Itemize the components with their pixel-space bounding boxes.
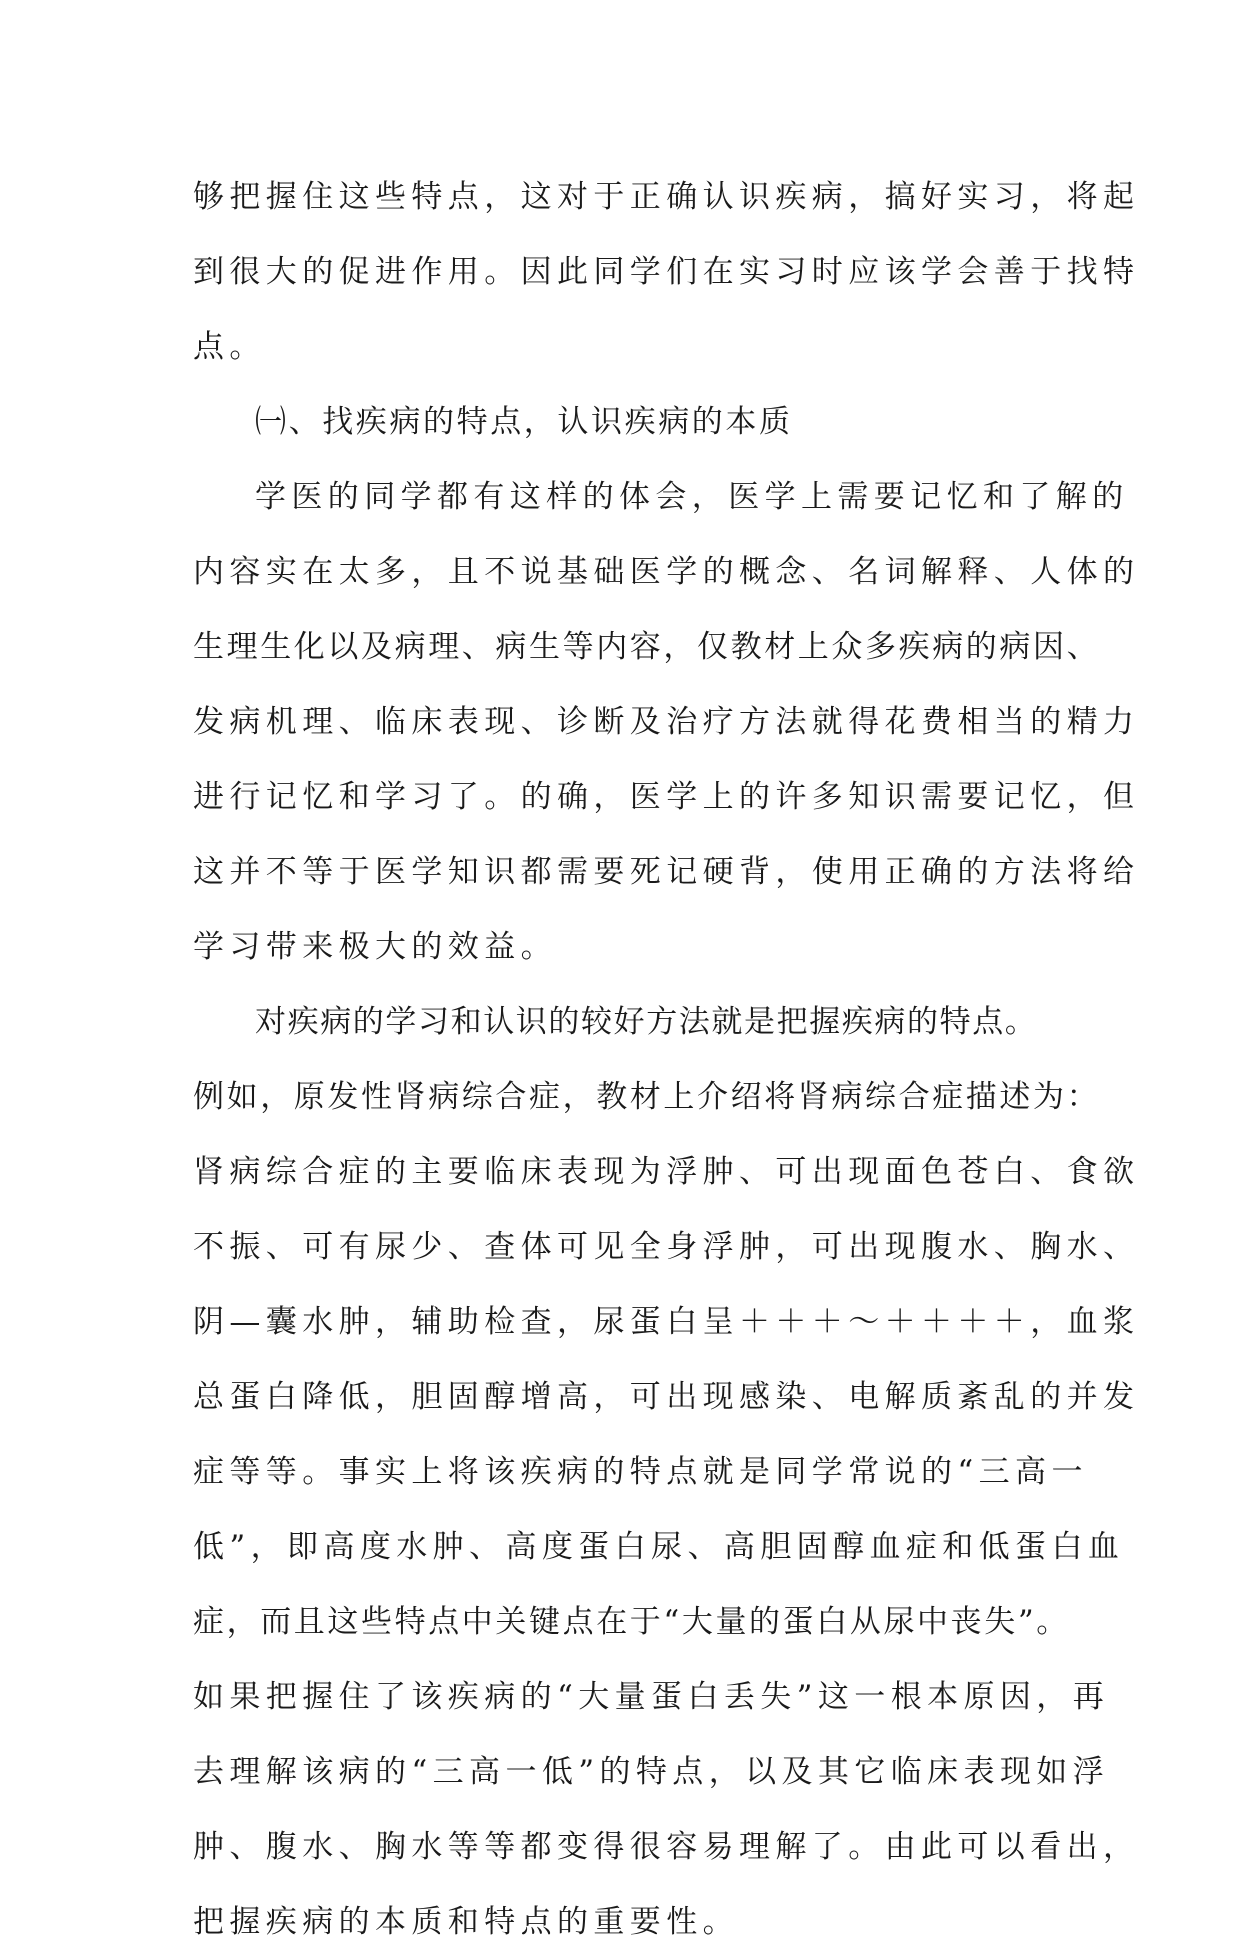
paragraph-line: 学习带来极大的效益。 — [193, 929, 557, 965]
paragraph-line: 阴—囊水肿，辅助检查，尿蛋白呈＋＋＋～＋＋＋＋，血浆 — [193, 1304, 1140, 1340]
paragraph-line: 对疾病的学习和认识的较好方法就是把握疾病的特点。 — [255, 1004, 1038, 1040]
paragraph-line: 去理解该病的“三高一低”的特点，以及其它临床表现如浮 — [193, 1754, 1110, 1790]
paragraph-line: 够把握住这些特点，这对于正确认识疾病，搞好实习，将起 — [193, 179, 1140, 215]
paragraph-line: 到很大的促进作用。因此同学们在实习时应该学会善于找特 — [193, 254, 1140, 290]
paragraph-line: 症等等。事实上将该疾病的特点就是同学常说的“三高一 — [193, 1454, 1088, 1490]
paragraph-line: 内容实在太多，且不说基础医学的概念、名词解释、人体的 — [193, 554, 1140, 590]
paragraph-line: 这并不等于医学知识都需要死记硬背，使用正确的方法将给 — [193, 854, 1140, 890]
paragraph-line: 例如，原发性肾病综合症，教材上介绍将肾病综合症描述为： — [193, 1079, 1101, 1115]
document-body — [193, 160, 1140, 1960]
paragraph-line: 如果把握住了该疾病的“大量蛋白丢失”这一根本原因，再 — [193, 1679, 1110, 1715]
paragraph-line: 肿、腹水、胸水等等都变得很容易理解了。由此可以看出， — [193, 1829, 1140, 1865]
paragraph-line: 学医的同学都有这样的体会，医学上需要记忆和了解的 — [255, 479, 1129, 515]
paragraph-line: 进行记忆和学习了。的确，医学上的许多知识需要记忆，但 — [193, 779, 1140, 815]
section-heading: ㈠、找疾病的特点，认识疾病的本质 — [255, 404, 793, 440]
paragraph-line: 肾病综合症的主要临床表现为浮肿、可出现面色苍白、食欲 — [193, 1154, 1140, 1190]
paragraph-line: 总蛋白降低，胆固醇增高，可出现感染、电解质紊乱的并发 — [193, 1379, 1140, 1415]
paragraph-line: 发病机理、临床表现、诊断及治疗方法就得花费相当的精力 — [193, 704, 1140, 740]
paragraph-line: 不振、可有尿少、查体可见全身浮肿，可出现腹水、胸水、 — [193, 1229, 1140, 1265]
paragraph-line: 生理生化以及病理、病生等内容，仅教材上众多疾病的病因、 — [193, 629, 1101, 665]
paragraph-line: 点。 — [193, 329, 266, 365]
paragraph-line: 低”，即高度水肿、高度蛋白尿、高胆固醇血症和低蛋白血 — [193, 1529, 1125, 1565]
paragraph-line: 把握疾病的本质和特点的重要性。 — [193, 1904, 739, 1940]
paragraph-line: 症，而且这些特点中关键点在于“大量的蛋白从尿中丧失”。 — [193, 1604, 1070, 1640]
